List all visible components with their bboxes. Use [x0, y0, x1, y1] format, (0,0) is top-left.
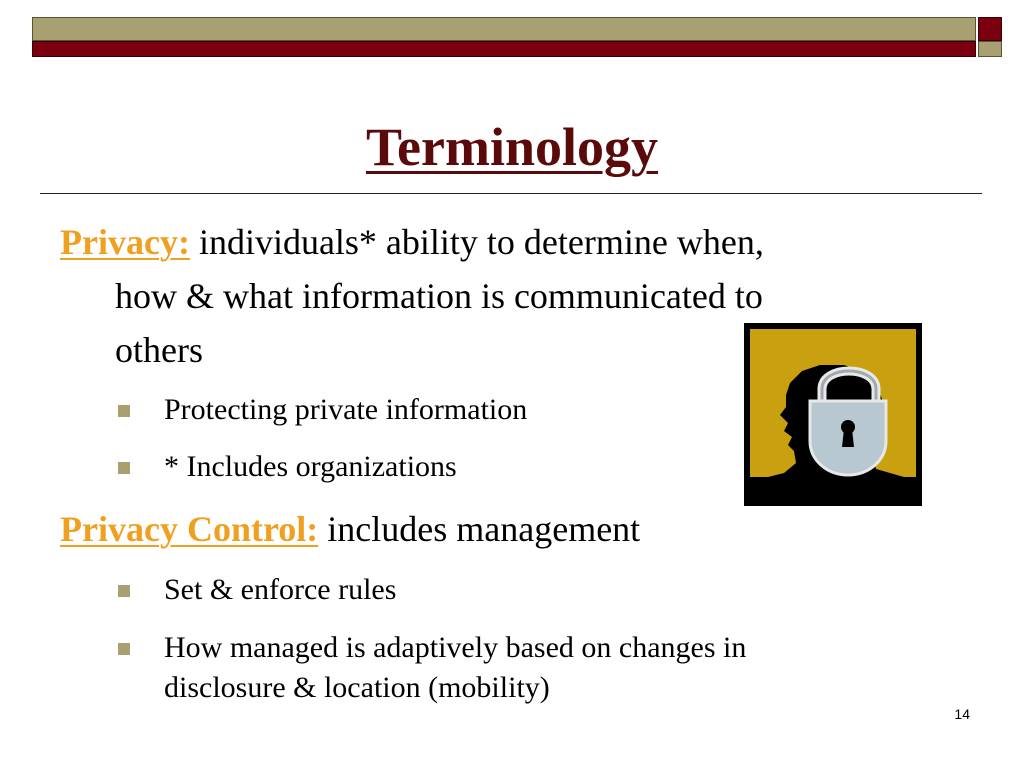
- privacy-control-definition-text: includes management: [318, 509, 641, 549]
- privacy-control-bullet-2: [118, 628, 838, 708]
- privacy-bullet-1: [118, 390, 838, 430]
- header-bar-maroon: [32, 41, 976, 57]
- privacy-control-definition: [60, 505, 965, 553]
- privacy-control-bullet-1: [118, 570, 838, 610]
- bullet-square-icon: [118, 462, 130, 474]
- bullet-square-icon: [118, 585, 130, 597]
- privacy-definition-line1: individuals* ability to determine when,: [189, 222, 764, 262]
- header-bar-olive: [32, 17, 976, 41]
- title-divider: [40, 193, 982, 194]
- privacy-definition-line2: how & what information is communicated to: [115, 276, 763, 316]
- bullet-square-icon: [118, 405, 130, 417]
- lock-head-icon: [744, 323, 922, 506]
- header-square-maroon: [978, 17, 1002, 41]
- header-square-olive: [978, 41, 1002, 57]
- bullet-text: Protecting private information: [164, 393, 528, 426]
- bullet-text: Set & enforce rules: [164, 573, 397, 606]
- slide-title: [0, 112, 1024, 182]
- slide-number: 14: [954, 706, 970, 722]
- privacy-definition-line3: others: [115, 330, 203, 370]
- privacy-term: Privacy:: [60, 222, 190, 262]
- privacy-control-term: Privacy Control:: [60, 509, 319, 549]
- slide-title-text: Terminology: [365, 117, 659, 177]
- bullet-text-line1: How managed is adaptively based on changes in: [164, 631, 747, 664]
- bullet-text-line2: disclosure & location (mobility): [164, 671, 550, 704]
- bullet-text: * Includes organizations: [164, 450, 457, 483]
- bullet-square-icon: [118, 643, 130, 655]
- privacy-bullet-2: [118, 447, 838, 487]
